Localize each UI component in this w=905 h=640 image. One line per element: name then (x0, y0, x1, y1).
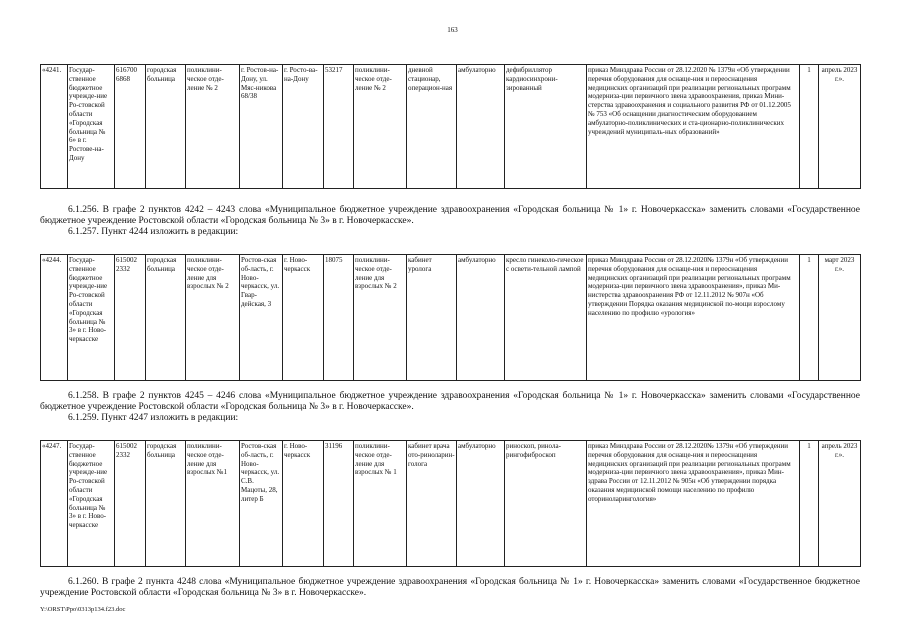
paragraph-6-1-259: 6.1.259. Пункт 4247 изложить в редакции: (68, 413, 239, 423)
cell-date: апрель 2023 г.». (819, 65, 861, 189)
cell-index: 53217 (324, 65, 354, 189)
cell-room: кабинет врача ото-риноларин-голога (407, 441, 457, 567)
cell-num: «4247. (41, 441, 68, 567)
paragraph-6-1-258: 6.1.258. В графе 2 пунктов 4245 – 4246 слова «Муниципальное бюджетное учреждение здравоохранения «Городская больница № 1» г. Новочеркасска» заменить словами «Государственное бюджетное учреждение Ростовской области «Городская больница № 3» в г. Новочеркасске». (40, 391, 860, 412)
cell-city: г. Ново-черкасск (283, 255, 324, 381)
file-path-footer: Y:\ORST\Ppo\0313p134.f23.doc (40, 606, 126, 613)
cell-quantity: 1 (800, 255, 819, 381)
cell-date: апрель 2023 г.». (819, 441, 861, 567)
cell-condition: амбулаторно (457, 65, 505, 189)
cell-name: Государ-ственное бюджетное учрежде-ние Ро-стовской области «Городская больница № 3» в г. Ново-черкасске (68, 441, 115, 567)
cell-city: г. Ново-черкасск (283, 441, 324, 567)
table-item-4247 (40, 440, 861, 567)
table-item-4241 (40, 64, 861, 189)
cell-condition: амбулаторно (457, 441, 505, 567)
paragraph-block-2 (40, 391, 860, 424)
cell-type: городская больница (146, 441, 186, 567)
cell-index: 18075 (324, 255, 354, 381)
table-row (41, 255, 861, 381)
cell-code: 615002 2332 (115, 441, 146, 567)
cell-equipment: дефибриллятор кардиосинхрони-зированный (505, 65, 587, 189)
cell-quantity: 1 (800, 65, 819, 189)
cell-equipment: кресло гинеколо-гическое с освети-тельной лампой (505, 255, 587, 381)
cell-dept: поликлини-ческое отде-ление для взрослых № 1 (354, 441, 407, 567)
cell-address: Ростов-ская об-ласть, г. Ново-черкасск, ул. Гвар-дейская, 3 (240, 255, 283, 381)
cell-order: приказ Минздрава России от 28.12.2020№ 1379н «Об утверждении перечня оборудования для оснаще-ния и переоснащения медицинских организаций при реализации региональных программ модерниза-ции первичного звена здравоохранения», приказ Мин-здрава России от 12.11.2012 № 905н «Об утверждении порядка оказания медицинской помощи населению по профилю оториноларингология» (587, 441, 800, 567)
cell-address: г. Ростов-на-Дону, ул. Мяс-никова 68/38 (240, 65, 283, 189)
cell-code: 615002 2332 (115, 255, 146, 381)
cell-type: городская больница (146, 65, 186, 189)
paragraph-block-3 (40, 577, 860, 599)
cell-name: Государ-ственное бюджетное учрежде-ние Ро-стовской области «Городская больница № 3» в г. Ново-черкасске (68, 255, 115, 381)
paragraph-6-1-260: 6.1.260. В графе 2 пункта 4248 слова «Муниципальное бюджетное учреждение здравоохранения «Городская больница № 1» г. Новочеркасска» заменить словами «Государственное бюджетное учреждение Ростовской области «Городская больница № 3» в г. Новочеркасске». (40, 577, 860, 598)
paragraph-block-1 (40, 205, 860, 238)
cell-unit: поликлини-ческое отде-ление для взрослых №1 (186, 441, 240, 567)
cell-room: кабинет уролога (407, 255, 457, 381)
cell-date: март 2023 г.». (819, 255, 861, 381)
cell-order: приказ Минздрава России от 28.12.2020 № 1379н «Об утверждении перечня оборудования для оснаще-ния и переоснащения медицинских организаций при реализации региональных программ модерниза-ции первичного звена здравоохранения, приказ Мини-стерства здравоохранения и социального развития РФ от 01.12.2005 № 753 «Об оснащении диагностическим оборудованием амбулаторно-поликлинических и ста-ционарно-поликлинических учреждений муниципаль-ных образований» (587, 65, 800, 189)
cell-name: Государ-ственное бюджетное учрежде-ние Ро-стовской области «Городская больница № 6» в г. Ростове-на-Дону (68, 65, 115, 189)
cell-unit: поликлини-ческое отде-ление для взрослых № 2 (186, 255, 240, 381)
table-item-4244 (40, 254, 861, 381)
cell-num: «4244. (41, 255, 68, 381)
cell-type: городская больница (146, 255, 186, 381)
page-number: 163 (447, 26, 458, 34)
cell-equipment: риноскоп, ринола-рингофиброскоп (505, 441, 587, 567)
cell-num: «4241. (41, 65, 68, 189)
cell-dept: поликлини-ческое отде-ление для взрослых № 2 (354, 255, 407, 381)
paragraph-6-1-256: 6.1.256. В графе 2 пунктов 4242 – 4243 слова «Муниципальное бюджетное учреждение здравоохранения «Городская больница № 1» г. Новочеркасска» заменить словами «Государственное бюджетное учреждение Ростовской области «Городская больница № 3» в г. Новочеркасске». (40, 205, 860, 226)
table-row (41, 441, 861, 567)
cell-unit: поликлини-ческое отде-ление № 2 (186, 65, 240, 189)
cell-code: 616700 6868 (115, 65, 146, 189)
cell-order: приказ Минздрава России от 28.12.2020№ 1379н «Об утверждении перечня оборудования для оснаще-ния и переоснащения медицинских организаций при реализации региональных программ модерниза-ции первичного звена здравоохранения», приказ Ми-нистерства здравоохранения РФ от 12.11.2012 № 907н «Об утверждении Порядка оказания медицинской по-мощи взрослому населению по профилю «урология» (587, 255, 800, 381)
cell-index: 31196 (324, 441, 354, 567)
cell-quantity: 1 (800, 441, 819, 567)
paragraph-6-1-257: 6.1.257. Пункт 4244 изложить в редакции: (68, 227, 239, 237)
cell-room: дневной стационар, операцион-ная (407, 65, 457, 189)
table-row (41, 65, 861, 189)
cell-city: г. Росто-ва-на-Дону (283, 65, 324, 189)
cell-condition: амбулаторно (457, 255, 505, 381)
cell-address: Ростов-ская об-ласть, г. Ново-черкасск, ул. С.В. Мацоты, 28, литер Б (240, 441, 283, 567)
cell-dept: поликлини-ческое отде-ление № 2 (354, 65, 407, 189)
